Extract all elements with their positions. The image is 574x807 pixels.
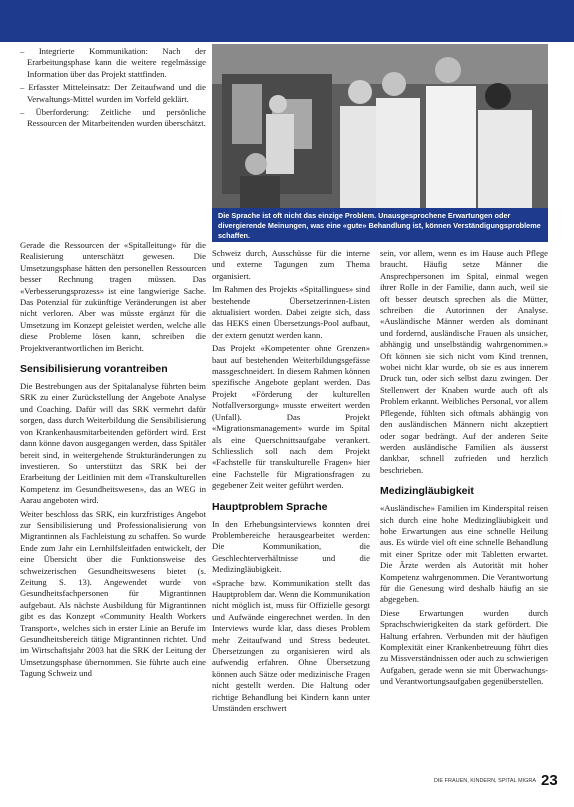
body-paragraph: Schweiz durch, Ausschüsse für die interne und externe Tagungen zum Thema organisiert.: [212, 248, 370, 281]
body-paragraph: sein, vor allem, wenn es im Hause auch Pflege braucht. Häufig setze Männer die Ansprechpersonen im Spital, einmal wegen ihrer Rolle in der Familie, dann auch, weil sie oft besser deutsch sprechen als die Mütter, schreiben die Autorinnen der Analyse. «Ausländische Männer werden als dominant und fordernd, ausländische Frauen als unsicher, abhängig und unselbständig wahrgenommen.» Oft können sie sich nicht vom Kind trennen, wobei nicht klar wurde, ob sie es aus innerem Druck tun, oder sich selbst dazu zwingen. Der Stellenwert der Knaben wurde auch oft als Problem erkannt. Weibliches Personal, vor allem Pflegende, fühlten sich oftmals abhängig von den ausländischen Männern nicht akzeptiert oder sogar bedrängt. Auf der anderen Seite werden ausländische Familien als äusserst dankbar, schnell zufrieden und herzlich beschrieben.: [380, 248, 548, 475]
column-1: [20, 240, 206, 682]
subheading-sensibilisierung: Sensibilisierung vorantreiben: [20, 363, 168, 376]
body-paragraph: Diese Erwartungen wurden durch Sprachschwierigkeiten da stark gefördert. Die Haltung erfahren. Verbunden mit der häufigen Komplexität einer Krankenbetreuung führt dies zu Missverständnissen oder auch zu schwierigen Aufgaben, gerade wenn sie mit Überwachungs- und Verantwortungsaufgaben gegenüberstellen.: [380, 607, 548, 687]
body-paragraph: Im Rahmen des Projekts «Spitallingues» sind bestehende Übersetzerinnen-Listen aktualisiert worden. Dabei zeigte sich, dass das HEKS einen Übersetzungs-Pool aufbaut, der extern genutzt werden kann.: [212, 284, 370, 340]
photo-caption: Die Sprache ist oft nicht das einzige Problem. Unausgesprochene Erwartungen oder divergierende Meinungen, was eine «gute» Behandlung ist, können Verständigungsprobleme schaffen.: [212, 208, 548, 242]
body-paragraph: In den Erhebungsinterviews konnten drei Problembereiche herausgearbeitet werden: Die Kommunikation, die Geschlechterverhältnisse und die Medizingläubigkeit.: [212, 518, 370, 575]
column-3: [380, 248, 548, 690]
body-paragraph: Die Bestrebungen aus der Spitalanalyse führten beim SRK zu einer Zurückstellung der Angebote Analyse und Coaching. Dafür will das SRK vermehrt dafür sorgen, dass durch Weiterbildung die Sensibilisierung von Krankenhausmitarbeitenden gefördert wird. Erst dann könne davon ausgegangen werden, dass Spitäler bereit sind, in weitergehende Strukturänderungen zu investieren. So unterstützt das SRK bei der Erarbeitung der Leitlinien mit dem «Transkulturellen Kompetenz im Gesundheitswesen», das an WEG in Aarau angeboten wird.: [20, 381, 206, 506]
subheading-hauptproblem: Hauptproblem Sprache: [212, 500, 328, 513]
top-color-band: [0, 0, 574, 42]
body-paragraph: Weiter beschloss das SRK, ein kurzfristiges Angebot zur Sensibilisierung und Professionalisierung von Migrantinnen als Fachleistung zu schaffen. So wurde Ende zum Jahr ein Lernhilfsleitfaden entwickelt, der eine Übersicht über die Funktionsweise des schweizerischen Gesundheitswesens bietet (s. Zeitung S. 13). Angewendet wurde von Gesundheitsfachpersonen für Migrantinnen aufgebaut. Als nächste Ausbildung für Migrantinnen gibt es das Konzept «Community Health Workers Transport», welches sich in erster Linie an Berufe im Gesundheitsbereich tätige Migrantinnen richtet. Und im Wirtschaftsjahr 2003 hat die SRK der Leitung der Umsetzungsphase übernommen. Sie führte auch eine Tagung Schweiz und: [20, 508, 206, 679]
footer-reference: DIE FRAUEN, KINDERN, SPITAL MIGRA: [433, 778, 536, 784]
column-1-intro: [20, 46, 206, 132]
body-paragraph: «Ausländische» Familien im Kinderspital reisen sich durch eine hohe Medizingläubigkeit und hohe Erwartungen aus eine schnelle Heilung aus. Es würde viel oft eine schnelle Behandlung mit einer Spritze oder mit Tabletten erwartet. Die Ärzte werden als Autorität mit hoher Kompetenz wahrgenommen. Die Verantwortung für die Genesung wird deshalb häufig an sie abgegeben.: [380, 503, 548, 605]
bullet-item: – Integrierte Kommunikation: Nach der Erarbeitungsphase kann die weitere regelmässige Information über das Projekt stattfinden.: [20, 46, 206, 79]
body-paragraph: «Sprache bzw. Kommunikation stellt das Hauptproblem dar. Wenn die Kommunikation nicht möglich ist, muss für Offizielle gesorgt und Aufwände eingerechnet werden. In den Interviews wurde klar, dass dieses Problem mehr Zeitaufwand und Stress bedeutet. Übersetzungen zu organisieren wird als aufwendig erfahren. Ohne Übersetzung können auch Sätze oder medizinische Fragen nicht gestellt werden. Die Haltung oder richtige Behandlung bei Kindern kann unter Umständen erschwert: [212, 577, 370, 714]
bullet-item: – Überforderung: Zeitliche und persönliche Ressourcen der Mitarbeitenden wurden überschätzt.: [20, 107, 206, 129]
subheading-medizinglaeubigkeit: Medizingläubigkeit: [380, 485, 474, 498]
page-number: 23: [541, 772, 558, 789]
column-2: [212, 248, 370, 716]
body-paragraph: Das Projekt «Kompetenter ohne Grenzen» baut auf bestehenden Weiterbildungsgefässe massgeschneidert. In diesem Rahmen können spezifische Angebote geplant werden. Das Projekt «Förderung der kulturellen Notfallversorgung» musste erweitert werden (Unfall). Das Projekt «Migrationsmanagement» wurde im Spital als eine Querschnittsaufgabe verankert. Schliesslich soll nach dem Projekt «Fachstelle für transkulturelle Fragen» hier eine Fachstelle für Migrationsfragen zu gegebener Zeit weiter geführt werden.: [212, 343, 370, 491]
body-paragraph: Gerade die Ressourcen der «Spitalleitung» für die Realisierung unterschätzt gewesen. Die Umsetzungsphase hätten den personellen Ressourcen besser Rechnung tragen müssen. Das «Verbesserungsprozess» ist eine langwierige Sache. Das Potenzial für zukünftige Veränderungen ist aber nicht verloren. Aber was müsste ergänzt für die Umsetzung im Konzept geleistet werden, welche alle diese Probleme lösen kann, schreiben die Projektverantwortlichen im Bericht.: [20, 240, 206, 353]
bullet-item: – Erfasster Mitteleinsatz: Der Zeitaufwand und die Verwaltungs-Mittel wurden im Vorfeld geklärt.: [20, 82, 206, 104]
